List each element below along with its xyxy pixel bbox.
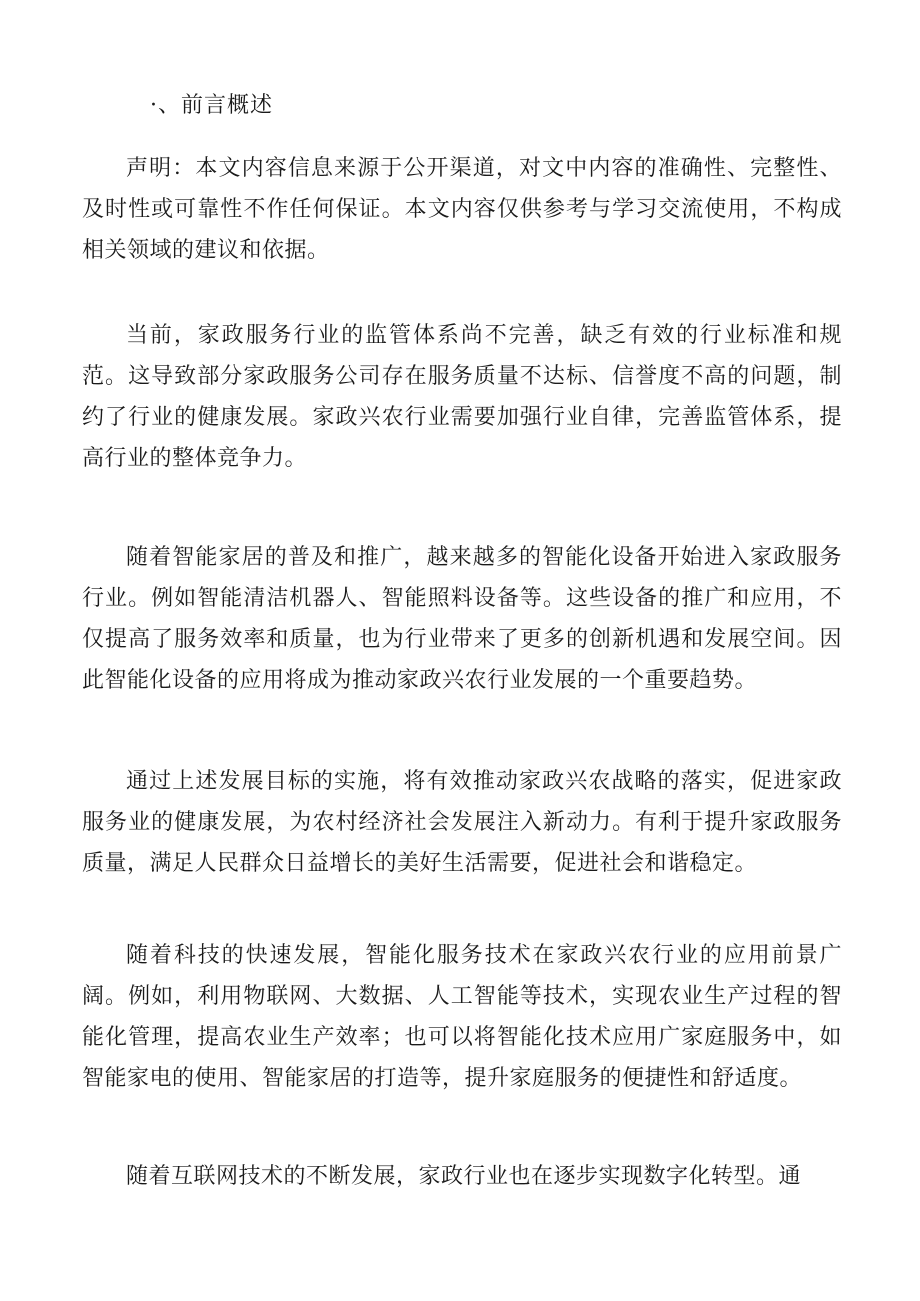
paragraph-smart-devices: 随着智能家居的普及和推广，越来越多的智能化设备开始进入家政服务行业。例如智能清洁机器人、智能照料设备等。这些设备的推广和应用，不仅提高了服务效率和质量，也为行业带来了更多的创新机遇和发展空间。因此智能化设备的应用将成为推动家政兴农行业发展的一个重要趋势。 bbox=[82, 545, 842, 693]
paragraph-development-goals: 通过上述发展目标的实施，将有效推动家政兴农战略的落实，促进家政服务业的健康发展，为农村经济社会发展注入新动力。有利于提升家政服务质量，满足人民群众日益增长的美好生活需要，促进社会和谐稳定。 bbox=[82, 769, 842, 876]
paragraph-digital-transformation: 随着互联网技术的不断发展，家政行业也在逐步实现数字化转型。通 bbox=[126, 1164, 802, 1189]
section-heading: ·、前言概述 bbox=[150, 93, 273, 118]
paragraph-regulation: 当前，家政服务行业的监管体系尚不完善，缺乏有效的行业标准和规范。这导致部分家政服务公司存在服务质量不达标、信誉度不高的问题，制约了行业的健康发展。家政兴农行业需要加强行业自律，完善监管体系，提高行业的整体竞争力。 bbox=[82, 323, 842, 471]
paragraph-disclaimer: 声明：本文内容信息来源于公开渠道，对文中内容的准确性、完整性、及时性或可靠性不作任何保证。本文内容仅供参考与学习交流使用，不构成相关领域的建议和依据。 bbox=[82, 156, 842, 263]
paragraph-smart-services: 随着科技的快速发展，智能化服务技术在家政兴农行业的应用前景广阔。例如，利用物联网、大数据、人工智能等技术，实现农业生产过程的智能化管理，提高农业生产效率；也可以将智能化技术应用广家庭服务中，如智能家电的使用、智能家居的打造等，提升家庭服务的便捷性和舒适度。 bbox=[82, 943, 842, 1091]
